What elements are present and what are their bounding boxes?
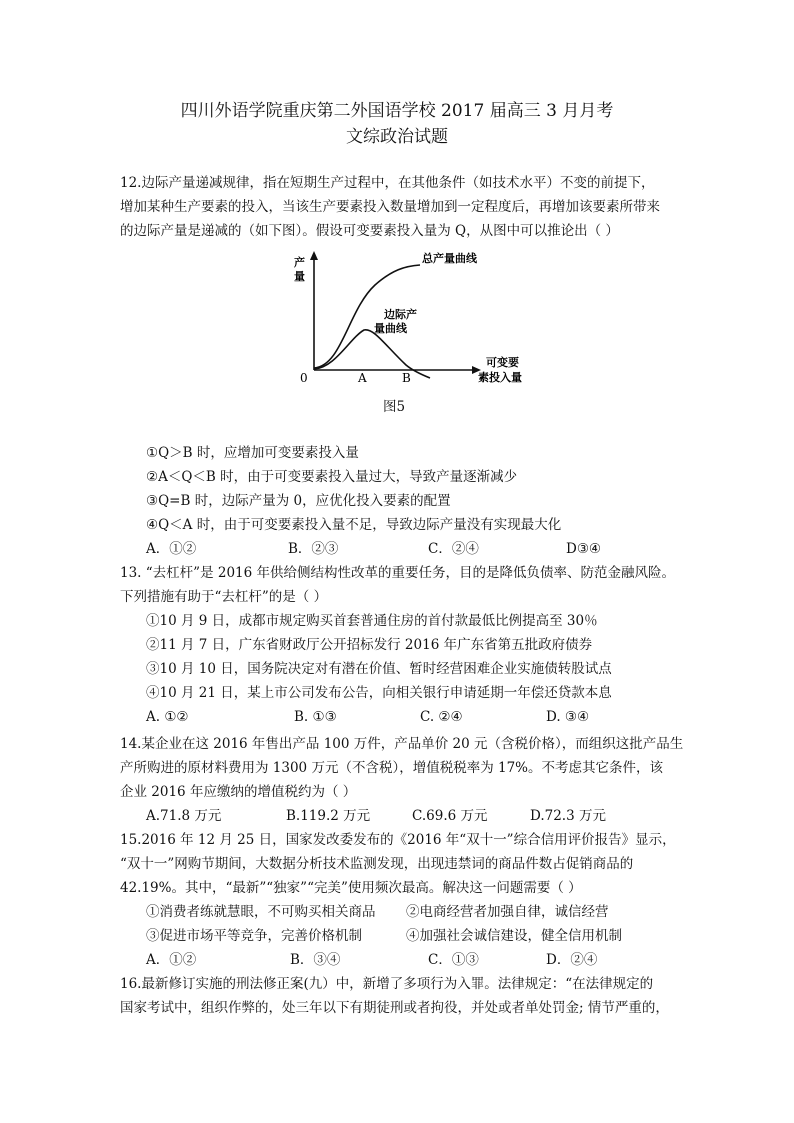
q13-statement-4: ④10 月 21 日，某上市公司发布公告，向相关银行申请延期一年偿还贷款本息 (146, 685, 612, 701)
production-curve-figure (280, 250, 550, 390)
y-axis-arrow-icon (310, 251, 318, 260)
q15-text-line-1: 15.2016 年 12 月 25 日，国家发改委发布的《2016 年“双十一”综合信用评价报告》显示， (120, 832, 676, 848)
marginal-curve-label-1: 边际产 (384, 308, 417, 321)
page-subtitle: 文综政治试题 (346, 127, 448, 147)
q12-option-d: D③④ (566, 541, 602, 557)
q15-option-d: D．②④ (546, 952, 598, 968)
total-curve-label: 总产量曲线 (422, 252, 477, 265)
q13-option-c: C. ②④ (420, 709, 463, 725)
tick-label-a: A (358, 371, 367, 385)
origin-label: 0 (300, 371, 308, 385)
q15-option-a: A．①② (146, 952, 197, 968)
q14-option-d: D.72.3 万元 (530, 808, 606, 824)
q16-text-line-2: 国家考试中，组织作弊的，处三年以下有期徒刑或者拘役，并处或者单处罚金; 情节严重的， (120, 1000, 669, 1016)
q12-option-c: C．②④ (428, 541, 479, 557)
q13-option-b: B. ①③ (294, 709, 337, 725)
q12-text-line-2: 增加某种生产要素的投入，当该生产要素投入数量增加到一定程度后，再增加该要素所带来 (120, 199, 660, 215)
page-title: 四川外语学院重庆第二外国语学校 2017 届高三 3 月月考 (180, 101, 614, 121)
q13-option-d: D. ③④ (546, 709, 590, 725)
q13-text-line-1: 13. “去杠杆”是 2016 年供给侧结构性改革的重要任务，目的是降低负债率、防范金融风险。 (120, 565, 676, 581)
tick-label-b: B (402, 371, 411, 385)
marginal-curve-label-2: 量曲线 (374, 322, 407, 335)
q14-text-line-2: 产所购进的原材料费用为 1300 万元（不含税），增值税税率为 17%。不考虑其它条件，该 (120, 760, 663, 776)
q16-text-line-1: 16.最新修订实施的刑法修正案(九）中，新增了多项行为入罪。法律规定：“在法律规定的 (120, 976, 654, 992)
q15-option-c: C．①③ (428, 952, 479, 968)
q13-statement-3: ③10 月 10 日，国务院决定对有潜在价值、暂时经营困难企业实施债转股试点 (146, 661, 612, 677)
q15-statement-1: ①消费者练就慧眼，不可购买相关商品 (146, 904, 376, 920)
q12-text-line-1: 12.边际产量递减规律，指在短期生产过程中，在其他条件（如技术水平）不变的前提下， (120, 175, 655, 191)
q15-statement-3: ③促进市场平等竞争，完善价格机制 (146, 928, 362, 944)
x-axis-label-1: 可变要 (486, 356, 519, 369)
q12-statement-2: ②A＜Q＜B 时，由于可变要素投入量过大，导致产量逐渐减少 (146, 469, 518, 485)
q13-statement-1: ①10 月 9 日，成都市规定购买首套普通住房的首付款最低比例提高至 30％ (146, 613, 598, 629)
q15-text-line-2: “双十一”网购节期间，大数据分析技术监测发现，出现违禁词的商品件数占促销商品的 (120, 856, 634, 872)
q15-option-b: B．③④ (290, 952, 341, 968)
y-axis-label-2: 量 (294, 270, 305, 283)
q13-statement-2: ②11 月 7 日，广东省财政厅公开招标发行 2016 年广东省第五批政府债券 (146, 637, 593, 653)
q12-statement-1: ①Q＞B 时，应增加可变要素投入量 (146, 445, 359, 461)
q12-option-a: A．①② (146, 541, 197, 557)
q13-option-a: A. ①② (146, 709, 189, 725)
q15-statement-2: ②电商经营者加强自律，诚信经营 (406, 904, 609, 920)
q12-statement-3: ③Q=B 时，边际产量为 0，应优化投入要素的配置 (146, 493, 451, 509)
figure-caption: 图5 (383, 399, 406, 415)
q15-text-line-3: 42.19%。其中，“最新”“独家”“完美”使用频次最高。解决这一问题需要（ ） (120, 880, 582, 896)
x-axis-label-2: 素投入量 (478, 371, 522, 384)
q14-text-line-3: 企业 2016 年应缴纳的增值税约为（ ） (120, 784, 357, 800)
y-axis-label-1: 产 (294, 256, 305, 269)
q12-option-b: B．②③ (288, 541, 339, 557)
q14-option-c: C.69.6 万元 (412, 808, 488, 824)
q14-option-a: A.71.8 万元 (146, 808, 222, 824)
q14-text-line-1: 14.某企业在这 2016 年售出产品 100 万件，产品单价 20 元（含税价格），而组织这批产品生 (120, 736, 684, 752)
q14-option-b: B.119.2 万元 (286, 808, 371, 824)
q12-statement-4: ④Q＜A 时，由于可变要素投入量不足，导致边际产量没有实现最大化 (146, 517, 562, 533)
q12-text-line-3: 的边际产量是递减的（如下图）。假设可变要素投入量为 Q，从图中可以推论出（ ） (120, 223, 619, 239)
q15-statement-4: ④加强社会诚信建设，健全信用机制 (406, 928, 622, 944)
q13-text-line-2: 下列措施有助于“去杠杆”的是（ ） (120, 589, 328, 605)
